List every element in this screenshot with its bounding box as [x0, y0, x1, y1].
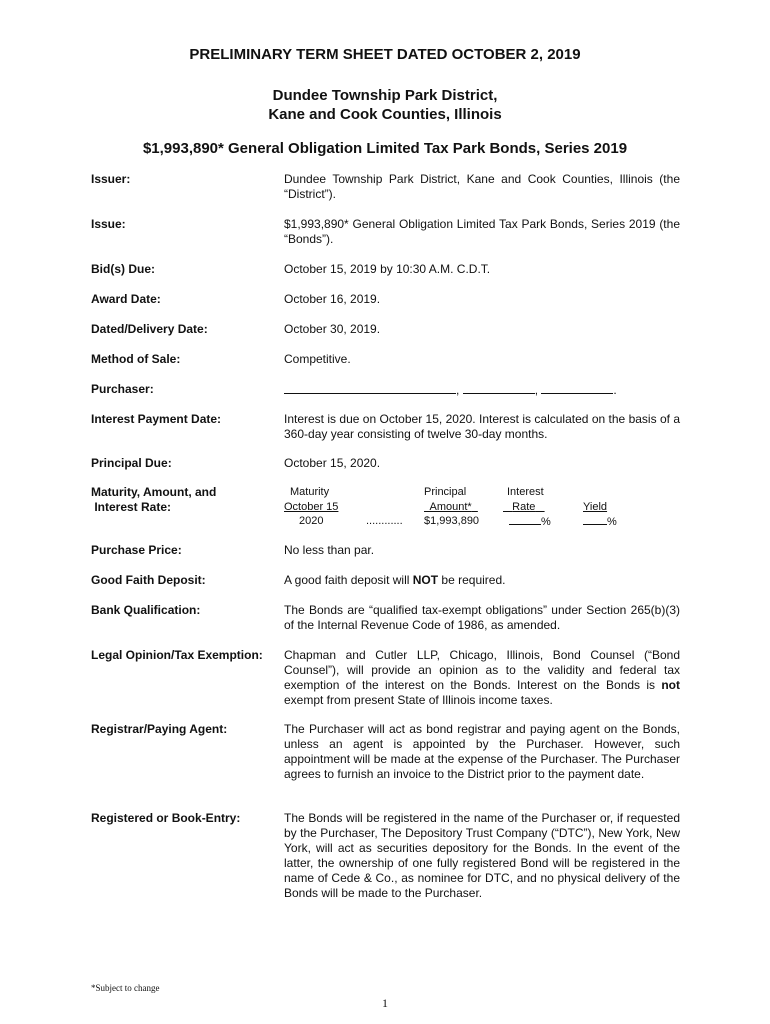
purchaser-separator-1: ,	[456, 383, 460, 397]
document-title: PRELIMINARY TERM SHEET DATED OCTOBER 2, 2019	[189, 46, 581, 63]
value-award-date: October 16, 2019.	[284, 292, 381, 306]
value-registrar-paying-agent: The Purchaser will act as bond registrar and paying agent on the Bonds, unless an agent is appointed by the Purchaser. However, such appointment will be made at the expense of the Purchaser. The Purchaser agrees to furnish an invoice to the District prior to the payment date.	[284, 722, 680, 781]
issuer-heading-line2: Kane and Cook Counties, Illinois	[268, 106, 502, 123]
header-amount-text: Amount*	[429, 501, 472, 513]
value-method-of-sale: Competitive.	[284, 352, 351, 366]
value-bank-qualification: The Bonds are “qualified tax-exempt obligations” under Section 265(b)(3) of the Internal Revenue Code of 1986, as amended.	[284, 603, 680, 632]
value-bids-due: October 15, 2019 by 10:30 A.M. C.D.T.	[284, 262, 491, 276]
page-number: 1	[382, 996, 388, 1010]
purchaser-separator-3: .	[613, 383, 617, 397]
label-issuer: Issuer:	[91, 172, 131, 186]
purchaser-city-blank	[463, 381, 535, 394]
leader-dots: ............	[366, 515, 403, 527]
principal-amount: $1,993,890	[424, 515, 480, 527]
yield-blank-line	[583, 514, 607, 525]
label-maturity-line2: Interest Rate:	[91, 500, 172, 514]
value-good-faith-deposit	[284, 573, 680, 588]
yield-blank	[583, 514, 617, 529]
value-interest-payment-date: Interest is due on October 15, 2020. Interest is calculated on the basis of a 360-day year consisting of twelve 30-day months.	[284, 412, 680, 441]
header-rate-text: Rate	[512, 501, 536, 513]
issuer-heading	[0, 86, 770, 124]
label-maturity-amount-rate	[91, 485, 281, 515]
label-legal-opinion: Legal Opinion/Tax Exemption:	[91, 648, 263, 662]
yield-percent: %	[607, 516, 617, 528]
header-principal: Principal	[424, 486, 467, 498]
value-issuer: Dundee Township Park District, Kane and Cook Counties, Illinois (the “District”).	[284, 172, 680, 201]
header-amount	[424, 500, 478, 514]
bond-title: $1,993,890* General Obligation Limited Tax Park Bonds, Series 2019	[142, 140, 628, 157]
label-purchase-price: Purchase Price:	[91, 543, 182, 557]
purchaser-name-blank	[284, 381, 456, 394]
label-registered-book-entry: Registered or Book-Entry:	[91, 811, 241, 825]
issuer-heading-line1: Dundee Township Park District,	[272, 87, 498, 104]
header-maturity-date: October 15	[284, 501, 339, 513]
maturity-year: 2020	[299, 515, 324, 527]
footnote-subject-to-change: *Subject to change	[91, 983, 160, 993]
label-issue: Issue:	[91, 217, 126, 231]
label-principal-due: Principal Due:	[91, 456, 172, 470]
good-faith-text-1: A good faith deposit will	[284, 573, 413, 587]
header-maturity: Maturity	[290, 486, 330, 498]
value-legal-opinion	[284, 648, 680, 708]
header-yield: Yield	[583, 501, 608, 513]
label-maturity-line1: Maturity, Amount, and	[91, 485, 217, 499]
label-method-of-sale: Method of Sale:	[91, 352, 181, 366]
legal-opinion-text-2: exempt from present State of Illinois income taxes.	[284, 693, 553, 707]
label-interest-payment-date: Interest Payment Date:	[91, 412, 222, 426]
value-issue: $1,993,890* General Obligation Limited Tax Park Bonds, Series 2019 (the “Bonds”).	[284, 217, 680, 246]
label-good-faith-deposit: Good Faith Deposit:	[91, 573, 206, 587]
header-interest: Interest	[507, 486, 544, 498]
purchaser-blank-fields	[284, 381, 680, 398]
rate-blank-line	[509, 514, 541, 525]
label-bank-qualification: Bank Qualification:	[91, 603, 201, 617]
purchaser-state-blank	[541, 381, 613, 394]
label-registrar-paying-agent: Registrar/Paying Agent:	[91, 722, 228, 736]
interest-rate-blank	[509, 514, 551, 529]
label-bids-due: Bid(s) Due:	[91, 262, 155, 276]
legal-opinion-emphasis: not	[661, 678, 680, 692]
good-faith-text-2: be required.	[438, 573, 506, 587]
label-purchaser: Purchaser:	[91, 382, 154, 396]
label-dated-delivery-date: Dated/Delivery Date:	[91, 322, 208, 336]
value-dated-delivery-date: October 30, 2019.	[284, 322, 381, 336]
value-registered-book-entry: The Bonds will be registered in the name of the Purchaser or, if requested by the Purchaser, The Depository Trust Company (“DTC”), New York, New York, will act as securities depository for the Bonds. In the event of the latter, the ownership of one fully registered Bond will be registered in the name of Cede & Co., as nominee for DTC, and no physical delivery of the Bonds will be made to the Purchaser.	[284, 811, 680, 900]
purchaser-separator-2: ,	[534, 383, 539, 397]
value-principal-due: October 15, 2020.	[284, 456, 381, 470]
rate-percent: %	[541, 516, 551, 528]
legal-opinion-text-1: Chapman and Cutler LLP, Chicago, Illinois, Bond Counsel (“Bond Counsel”), will provide an opinion as to the validity and federal tax exemption of the interest on the Bonds. Interest on the Bonds is	[284, 648, 680, 692]
good-faith-emphasis: NOT	[412, 573, 439, 587]
value-purchase-price: No less than par.	[284, 543, 375, 557]
label-award-date: Award Date:	[91, 292, 161, 306]
header-rate	[503, 500, 545, 514]
